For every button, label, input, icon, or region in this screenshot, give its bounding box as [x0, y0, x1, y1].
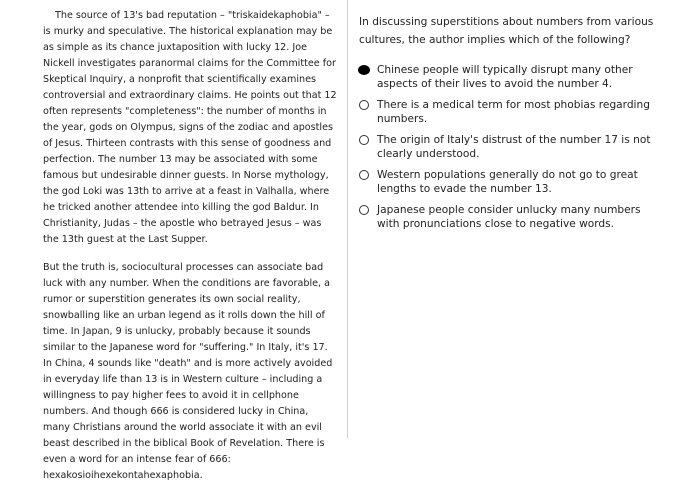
passage-paragraph-1: The source of 13's bad reputation – "triskaidekaphobia" – is murky and speculative. The historical explanation may be as simple as its chance juxtaposition with lucky 12. Joe Nickell investigates paranormal claims for the Committee for Skeptical Inquiry, a nonprofit that scientifically examines controversial and extraordinary claims. He points out that 12 often represents "completeness": the number of months in the year, gods on Olympus, signs of the zodiac and apostles of Jesus. Thirteen contrasts with this sense of goodness and perfection. The number 13 may be associated with some famous but undesirable dinner guests. In Norse mythology, the god Loki was 13th to arrive at a feast in Valhalla, where he tricked another attendee into killing the god Baldur. In Christianity, Judas – the apostle who betrayed Jesus – was the 13th guest at the Last Supper.	[43, 10, 337, 245]
answer-option-label: Chinese people will typically disrupt many other aspects of their lives to avoid the number 4.	[377, 64, 633, 90]
answer-option-label: The origin of Italy's distrust of the number 17 is not clearly understood.	[377, 134, 651, 160]
answer-option-d[interactable]	[359, 168, 659, 196]
radio-icon[interactable]	[359, 135, 369, 145]
radio-icon[interactable]	[359, 170, 369, 180]
radio-icon[interactable]	[358, 65, 370, 75]
answer-option-a[interactable]	[359, 63, 659, 91]
reading-passage	[43, 8, 337, 484]
question-stem: In discussing superstitions about numbers from various cultures, the author implies which of the following?	[359, 16, 654, 46]
answer-option-label: Japanese people consider unlucky many numbers with pronunciations close to negative words.	[377, 204, 641, 230]
answer-option-e[interactable]	[359, 203, 659, 231]
answer-option-label: There is a medical term for most phobias regarding numbers.	[377, 99, 650, 125]
passage-paragraph-2: But the truth is, sociocultural processes can associate bad luck with any number. When the conditions are favorable, a rumor or superstition generates its own social reality, snowballing like an urban legend as it rolls down the hill of time. In Japan, 9 is unlucky, probably because it sounds similar to the Japanese word for "suffering." In Italy, it's 17. In China, 4 sounds like "death" and is more actively avoided in everyday life than 13 is in Western culture – including a willingness to pay higher fees to avoid it in cellphone numbers. And though 666 is considered lucky in China, many Christians around the world associate it with an evil beast described in the biblical Book of Revelation. There is even a word for an intense fear of 666: hexakosioihexekontahexaphobia.	[43, 262, 333, 481]
answer-options	[359, 63, 659, 231]
question-pane	[359, 13, 659, 238]
answer-option-c[interactable]	[359, 133, 659, 161]
answer-option-label: Western populations generally do not go to great lengths to evade the number 13.	[377, 169, 638, 195]
answer-option-b[interactable]	[359, 98, 659, 126]
radio-icon[interactable]	[359, 205, 369, 215]
radio-icon[interactable]	[359, 100, 369, 110]
